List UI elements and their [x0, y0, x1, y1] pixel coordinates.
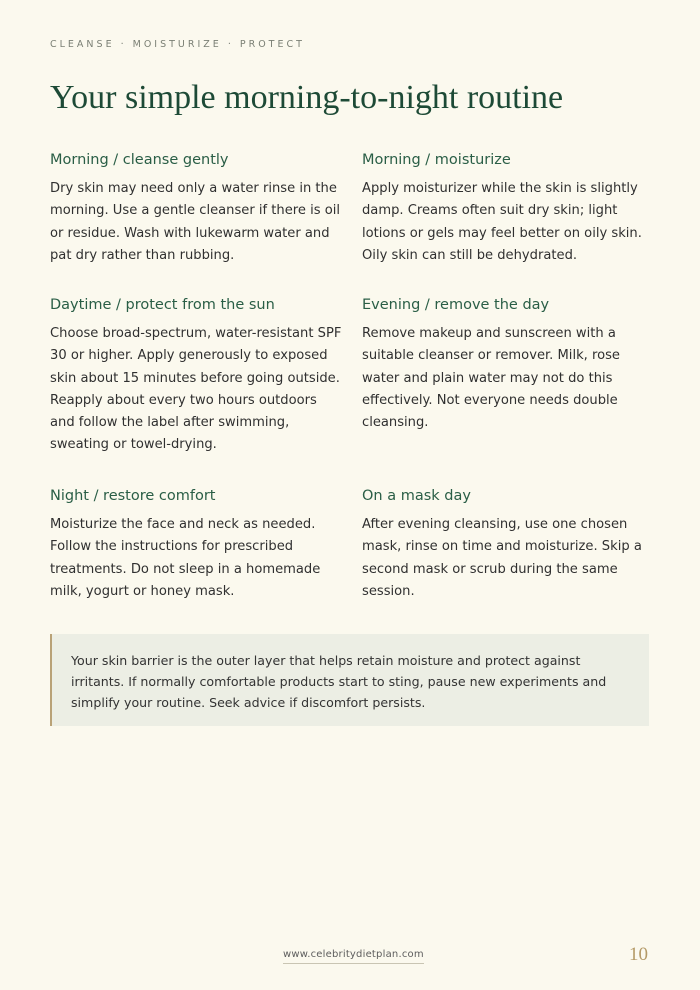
section-body: Remove makeup and sunscreen with a suitable cleanser or remover. Milk, rose water and plain water may not do this effectively. Not everyone needs double cleansing.: [362, 326, 620, 431]
kicker: CLEANSE · MOISTURIZE · PROTECT: [50, 39, 305, 50]
callout-text: Your skin barrier is the outer layer that helps retain moisture and protect against irritants. If normally comfortable products start to sting, pause new experiments and simplify your routine. Seek advice if discomfort persists.: [71, 653, 607, 710]
section-body: Dry skin may need only a water rinse in the morning. Use a gentle cleanser if there is oil or residue. Wash with lukewarm water and pat dry rather than rubbing.: [50, 181, 341, 263]
section-heading: On a mask day: [362, 488, 471, 504]
section-heading: Morning / cleanse gently: [50, 152, 229, 168]
section-body: Moisturize the face and neck as needed. Follow the instructions for prescribed treatments. Do not sleep in a homemade milk, yogurt or honey mask.: [50, 517, 321, 599]
section-morning-cleanse: [50, 150, 342, 267]
section-body: Apply moisturizer while the skin is slightly damp. Creams often suit dry skin; light lotions or gels may feel better on oily skin. Oily skin can still be dehydrated.: [362, 181, 642, 263]
section-heading: Daytime / protect from the sun: [50, 297, 275, 313]
section-body: After evening cleansing, use one chosen mask, rinse on time and moisturize. Skip a second mask or scrub during the same session.: [362, 517, 642, 599]
section-body: Choose broad-spectrum, water-resistant SPF 30 or higher. Apply generously to exposed skin about 15 minutes before going outside. Reapply about every two hours outdoors and follow the label after swimming, sweating or towel-drying.: [50, 326, 342, 453]
footer-url[interactable]: www.celebritydietplan.com: [283, 949, 424, 964]
section-heading: Evening / remove the day: [362, 297, 550, 313]
section-evening-remove: [362, 295, 654, 434]
section-mask-day: [362, 486, 654, 603]
page-number: 10: [629, 944, 648, 965]
section-daytime-sun: [50, 295, 342, 457]
section-heading: Morning / moisturize: [362, 152, 511, 168]
skin-barrier-callout: [50, 634, 649, 726]
page-title: Your simple morning-to-night routine: [50, 79, 564, 116]
section-night-restore: [50, 486, 342, 603]
section-morning-moisturize: [362, 150, 654, 267]
section-heading: Night / restore comfort: [50, 488, 216, 504]
